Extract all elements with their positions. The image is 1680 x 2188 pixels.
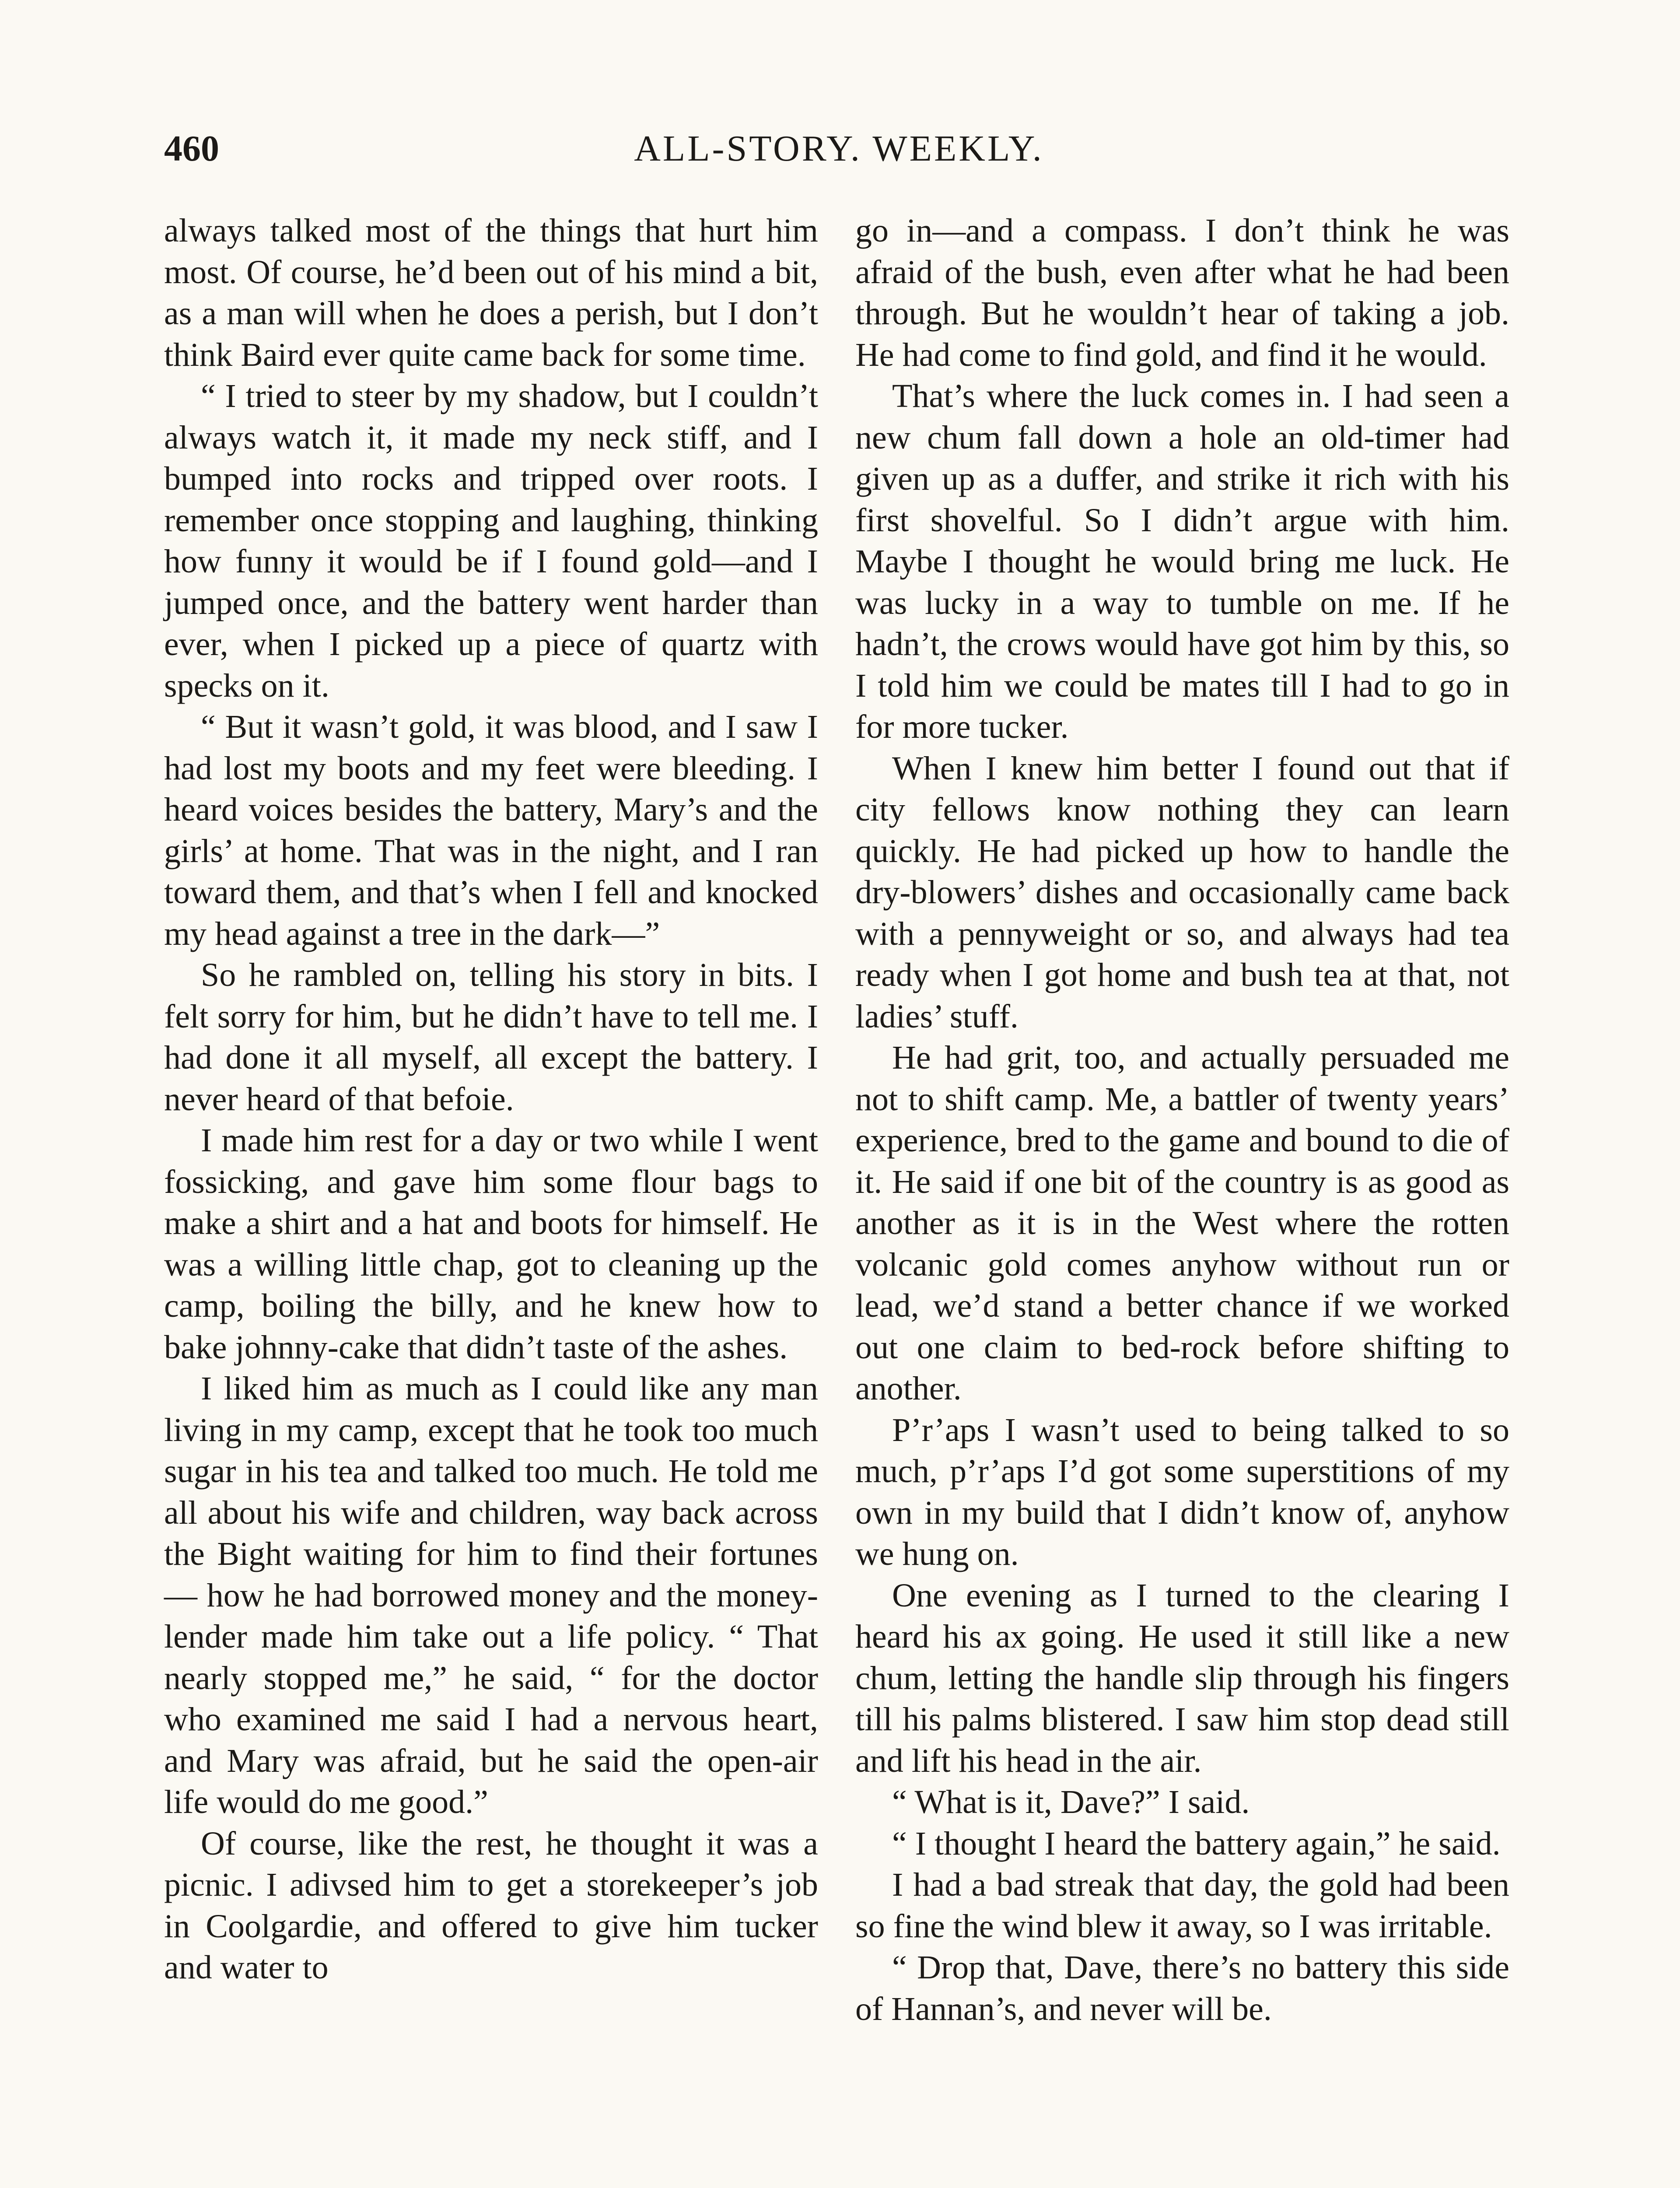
paragraph: When I knew him better I found out that if city fellows know nothing they can learn quickly. He had picked up how to handle the dry-blowers’ dishes and occasionally came back with a pennyweight or so, and always had tea ready when I got home and bush tea at that, not ladies’ stuff.: [855, 750, 1509, 1035]
page-number: 460: [164, 128, 219, 169]
paragraph: “ What is it, Dave?” I said.: [892, 1784, 1250, 1820]
running-head: ALL-STORY. WEEKLY.: [634, 128, 1044, 169]
paragraph: “ Drop that, Dave, there’s no battery this side of Hannan’s, and never will be.: [855, 1949, 1509, 2027]
paragraph: always talked most of the things that hurt him most. Of course, he’d been out of his mind a bit, as a man will when he does a perish, but I don’t think Baird ever quite came back for some time.: [164, 212, 818, 373]
paragraph: “ I tried to steer by my shadow, but I couldn’t always watch it, it made my neck stiff, and I bumped into rocks and tripped over roots. I remember once stopping and laughing, thinking how funny it would be if I found gold—and I jumped once, and the battery went harder than ever, when I picked up a piece of quartz with specks on it.: [164, 378, 818, 704]
paragraph: That’s where the luck comes in. I had seen a new chum fall down a hole an old-timer had given up as a duffer, and strike it rich with his first shovelful. So I didn’t argue with him. Maybe I thought he would bring me luck. He was lucky in a way to tumble on me. If he hadn’t, the crows would have got him by this, so I told him we could be mates till I had to go in for more tucker.: [855, 378, 1509, 745]
left-column: [164, 210, 818, 1988]
paragraph: “ I thought I heard the battery again,” he said.: [892, 1825, 1501, 1862]
paragraph: He had grit, too, and actually persuaded me not to shift camp. Me, a battler of twenty years’ experience, bred to the game and bound to die of it. He said if one bit of the country is as good as another as it is in the West where the rotten volcanic gold comes anyhow without run or lead, we’d stand a better chance if we worked out one claim to bed-rock before shifting to another.: [855, 1039, 1509, 1407]
paragraph: Of course, like the rest, he thought it was a picnic. I adivsed him to get a storekeeper’s job in Coolgardie, and offered to give him tucker and water to: [164, 1825, 818, 1986]
paragraph: I liked him as much as I could like any man living in my camp, except that he took too much sugar in his tea and talked too much. He told me all about his wife and children, way back across the Bight waiting for him to find their fortunes — how he had borrowed money and the money-lender made him take out a life policy. “ That nearly stopped me,” he said, “ for the doctor who examined me said I had a nervous heart, and Mary was afraid, but he said the open-air life would do me good.”: [164, 1370, 818, 1820]
paragraph: So he rambled on, telling his story in bits. I felt sorry for him, but he didn’t have to tell me. I had done it all myself, all except the battery. I never heard of that befoie.: [164, 957, 818, 1118]
paragraph: go in—and a compass. I don’t think he was afraid of the bush, even after what he had been through. But he wouldn’t hear of taking a job. He had come to find gold, and find it he would.: [855, 212, 1509, 373]
paragraph: “ But it wasn’t gold, it was blood, and I saw I had lost my boots and my feet were bleeding. I heard voices besides the battery, Mary’s and the girls’ at home. That was in the night, and I ran toward them, and that’s when I fell and knocked my head against a tree in the dark—”: [164, 708, 818, 952]
right-column: [855, 210, 1509, 2030]
paragraph: I had a bad streak that day, the gold had been so fine the wind blew it away, so I was irritable.: [855, 1866, 1509, 1945]
paragraph: One evening as I turned to the clearing I heard his ax going. He used it still like a new chum, letting the handle slip through his fingers till his palms blistered. I saw him stop dead still and lift his head in the air.: [855, 1577, 1509, 1779]
paragraph: I made him rest for a day or two while I went fossicking, and gave him some flour bags to make a shirt and a hat and boots for himself. He was a willing little chap, got to cleaning up the camp, boiling the billy, and he knew how to bake johnny-cake that didn’t taste of the ashes.: [164, 1122, 818, 1366]
paragraph: P’r’aps I wasn’t used to being talked to so much, p’r’aps I’d got some superstitions of my own in my build that I didn’t know of, anyhow we hung on.: [855, 1411, 1509, 1572]
page-header: [164, 118, 1514, 179]
